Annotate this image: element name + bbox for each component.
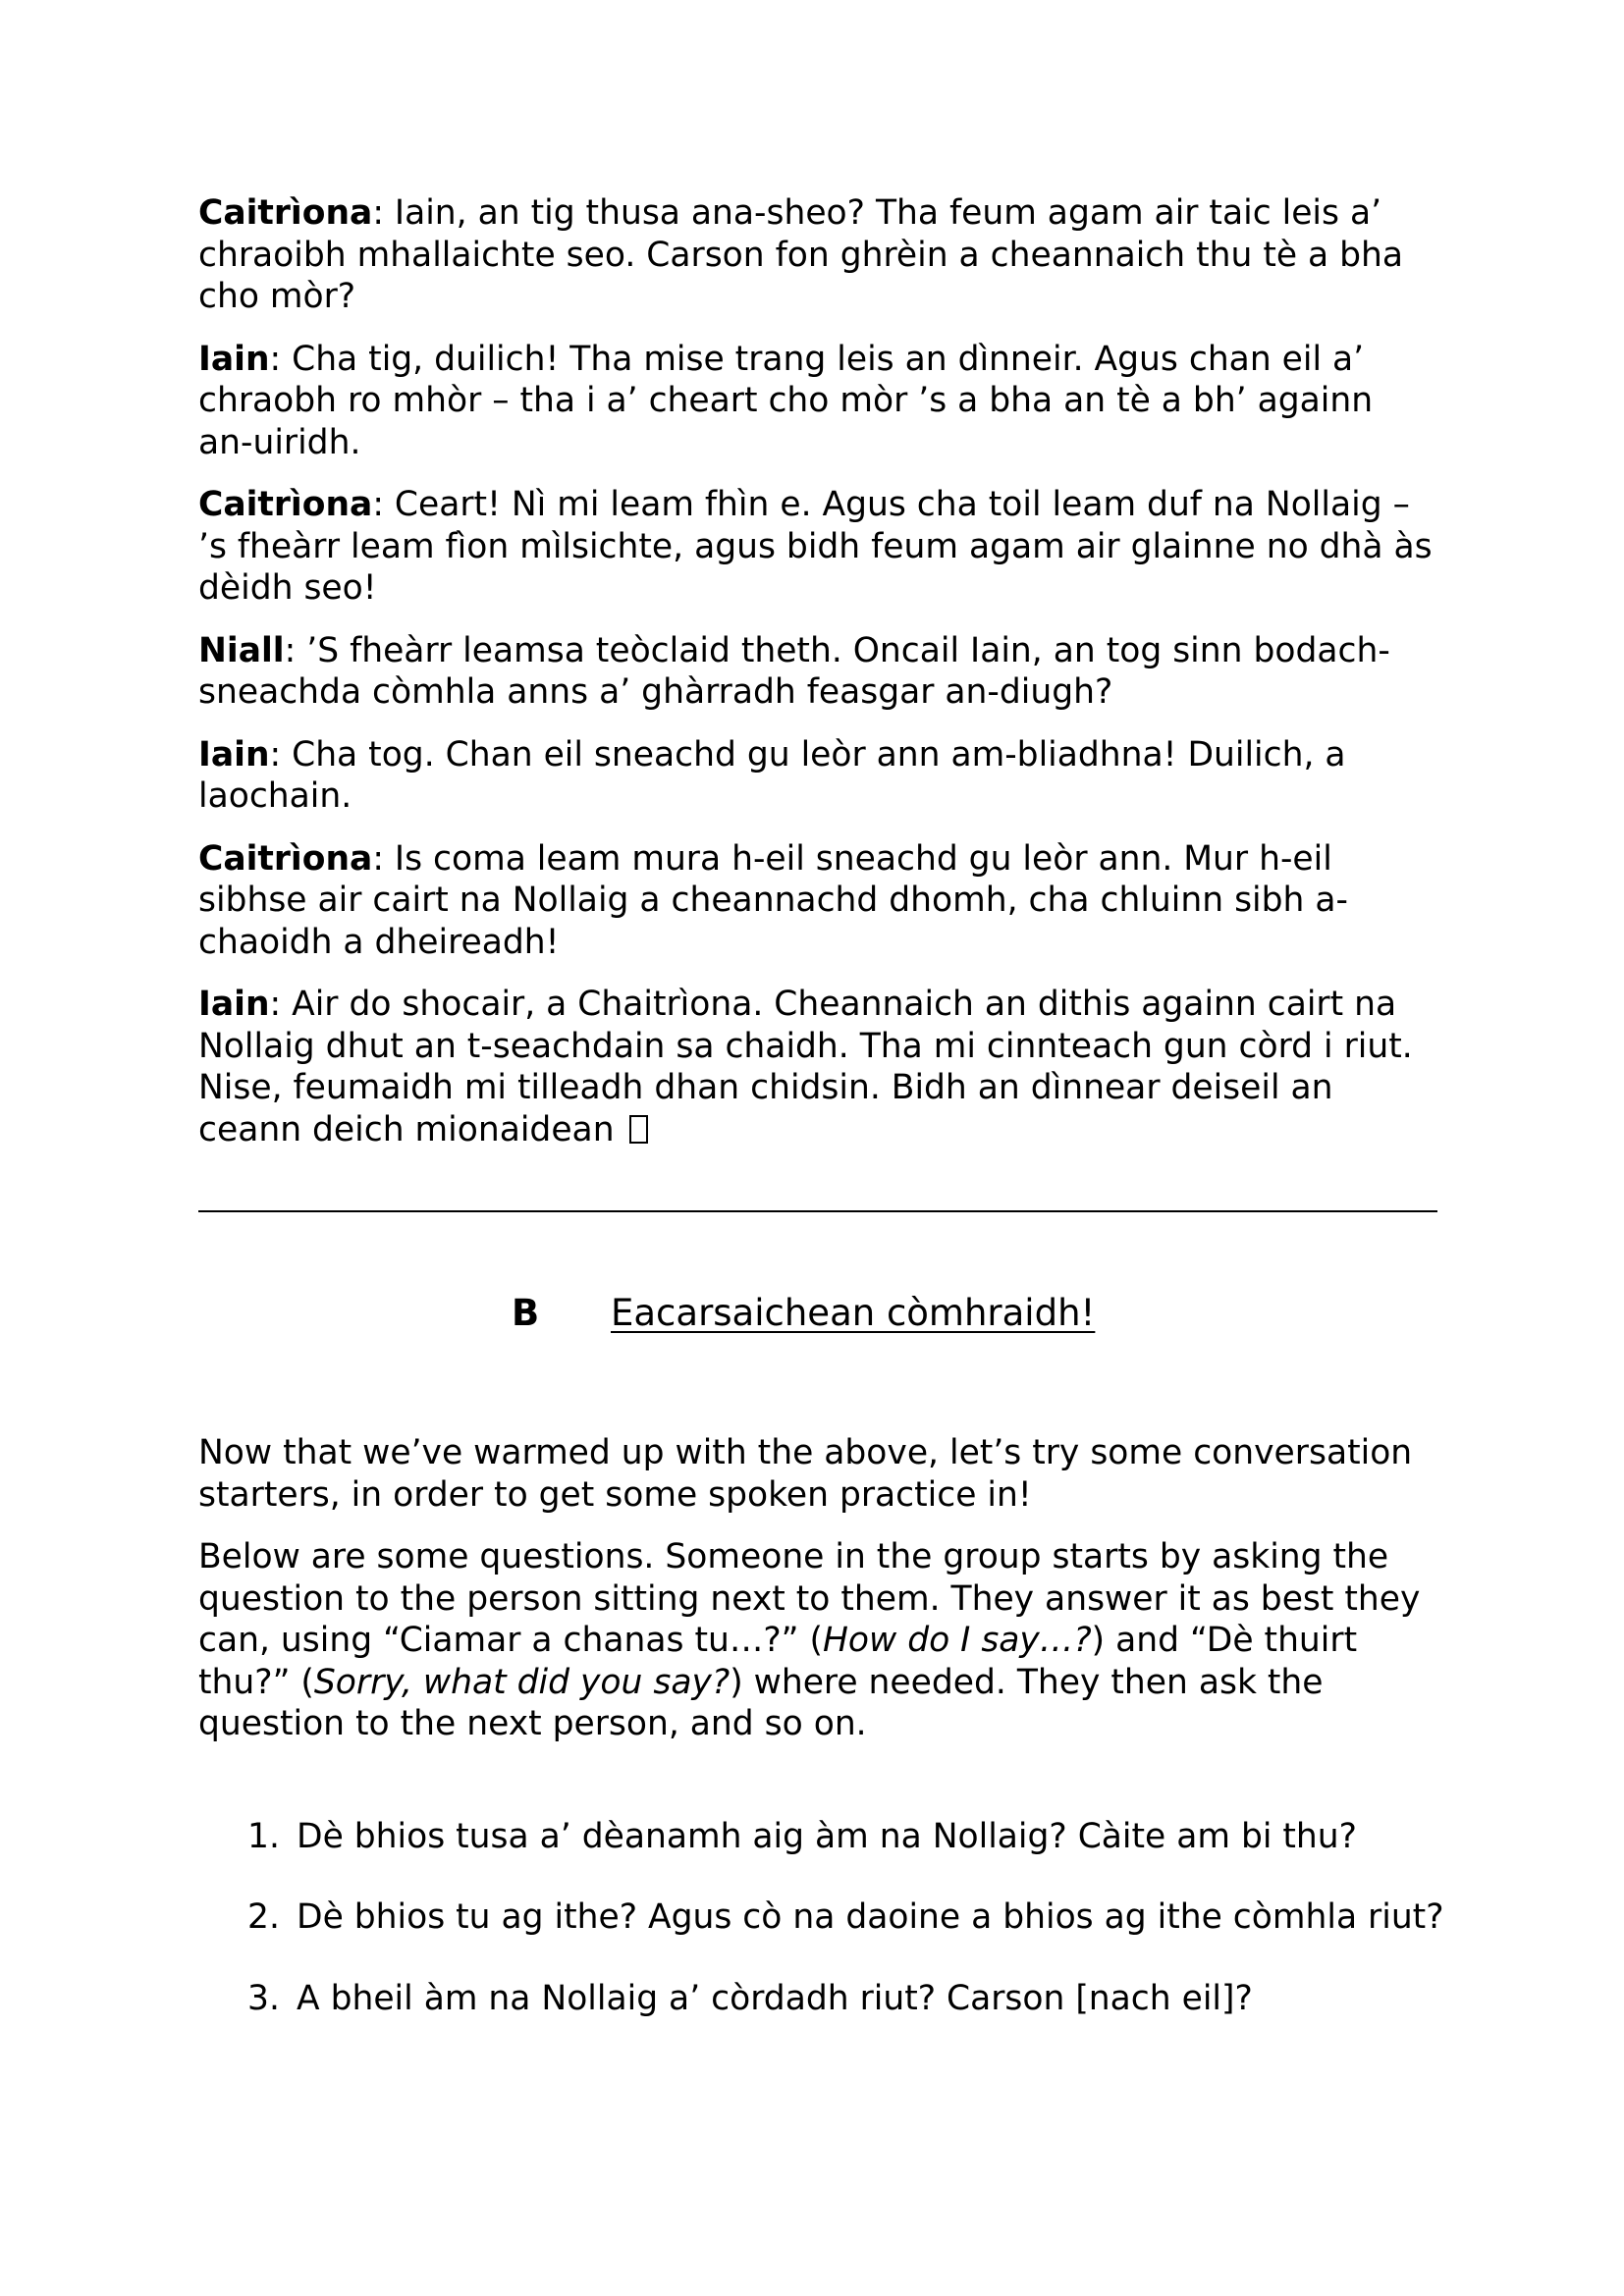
dialogue-text: : Ceart! Nì mi leam fhìn e. Agus cha toil leam duf na Nollaig – ’s fheàrr leam fìon mìlsichte, agus bidh feum agam air glainne no dhà às dèidh seo!: [198, 485, 1433, 608]
intro-paragraph: Now that we’ve warmed up with the above, let’s try some conversation starters, in order to get some spoken practice in!: [198, 1433, 1413, 1515]
dialogue-line: [198, 630, 1437, 714]
document-page: [198, 192, 1444, 2058]
section-title: Eacarsaichean còmhraidh!: [611, 1292, 1096, 1334]
dialogue-text: : ’S fheàrr leamsa teòclaid theth. Oncail Iain, an tog sinn bodach-sneachda còmhla anns a’ ghàrradh feasgar an-diugh?: [198, 630, 1390, 712]
dialogue-text: : Air do shocair, a Chaitrìona. Cheannaich an dithis againn cairt na Nollaig dhut an t-seachdain sa chaidh. Tha mi cinnteach gun còrd i riut. Nise, feumaidh mi tilleadh dhan chidsin. Bidh an dìnnear deiseil an ceann deich mionaidean: [198, 985, 1413, 1149]
dialogue-text: : Iain, an tig thusa ana-sheo? Tha feum agam air taic leis a’ chraoibh mhallaichte seo. Carson fon ghrèin a cheannaich thu tè a bha cho mòr?: [198, 193, 1404, 316]
speaker-name: Iain: [198, 985, 270, 1024]
intro-section: [198, 1432, 1437, 1745]
dialogue-line: [198, 734, 1437, 818]
instructions-text: ) where needed. They then ask the question to the next person, and so on.: [198, 1662, 1324, 1743]
dialogue-text: : Cha tig, duilich! Tha mise trang leis an dìnneir. Agus chan eil a’ chraobh ro mhòr – tha i a’ cheart cho mòr ’s a bha an tè a bh’ againn an-uiridh.: [198, 339, 1374, 462]
speaker-name: Iain: [198, 734, 270, 774]
section-heading: [198, 1289, 1437, 1348]
instructions-translation: How do I say…?: [822, 1621, 1092, 1660]
horizontal-divider: [198, 1210, 1437, 1212]
speaker-name: Caitrìona: [198, 193, 373, 233]
question-number: 2.: [247, 1897, 280, 1937]
dialogue-section: [198, 192, 1437, 1150]
speaker-name: Niall: [198, 630, 285, 670]
instructions-text: Below are some questions. Someone in the group starts by asking the question to the person sitting next to them. They answer it as best they can, using “Ciamar a chanas tu…?” (: [198, 1537, 1421, 1660]
speaker-name: Caitrìona: [198, 485, 373, 524]
dialogue-line: [198, 192, 1437, 318]
instructions-text: ) and “Dè thuirt thu?” (: [198, 1621, 1358, 1702]
question-number: 3.: [247, 1978, 280, 2018]
speaker-name: Iain: [198, 339, 270, 379]
missing-glyph-icon: [629, 1115, 648, 1144]
speaker-name: Caitrìona: [198, 838, 373, 879]
dialogue-line: [198, 484, 1437, 610]
dialogue-line: [198, 838, 1437, 964]
dialogue-text: : Cha tog. Chan eil sneachd gu leòr ann am-bliadhna! Duilich, a laochain.: [198, 734, 1346, 816]
question-text: Dè bhios tusa a’ dèanamh aig àm na Nollaig? Càite am bi thu?: [297, 1816, 1357, 1856]
question-list: [198, 1816, 1444, 2020]
instructions-translation: Sorry, what did you say?: [313, 1662, 731, 1702]
instructions-paragraph: [198, 1536, 1437, 1745]
list-item: [198, 1896, 1444, 1939]
dialogue-text: : Is coma leam mura h-eil sneachd gu leòr ann. Mur h-eil sibhse air cairt na Nollaig a cheannachd dhomh, cha chluinn sibh a-chaoidh a dheireadh!: [198, 838, 1348, 962]
question-text: A bheil àm na Nollaig a’ còrdadh riut? Carson [nach eil]?: [297, 1978, 1253, 2018]
dialogue-line: [198, 339, 1437, 464]
question-text: Dè bhios tu ag ithe? Agus cò na daoine a bhios ag ithe còmhla riut?: [297, 1897, 1444, 1937]
section-letter: B: [512, 1292, 540, 1334]
dialogue-line: [198, 984, 1437, 1150]
question-number: 1.: [247, 1816, 280, 1856]
list-item: [198, 1978, 1437, 2020]
list-item: [198, 1816, 1437, 1858]
